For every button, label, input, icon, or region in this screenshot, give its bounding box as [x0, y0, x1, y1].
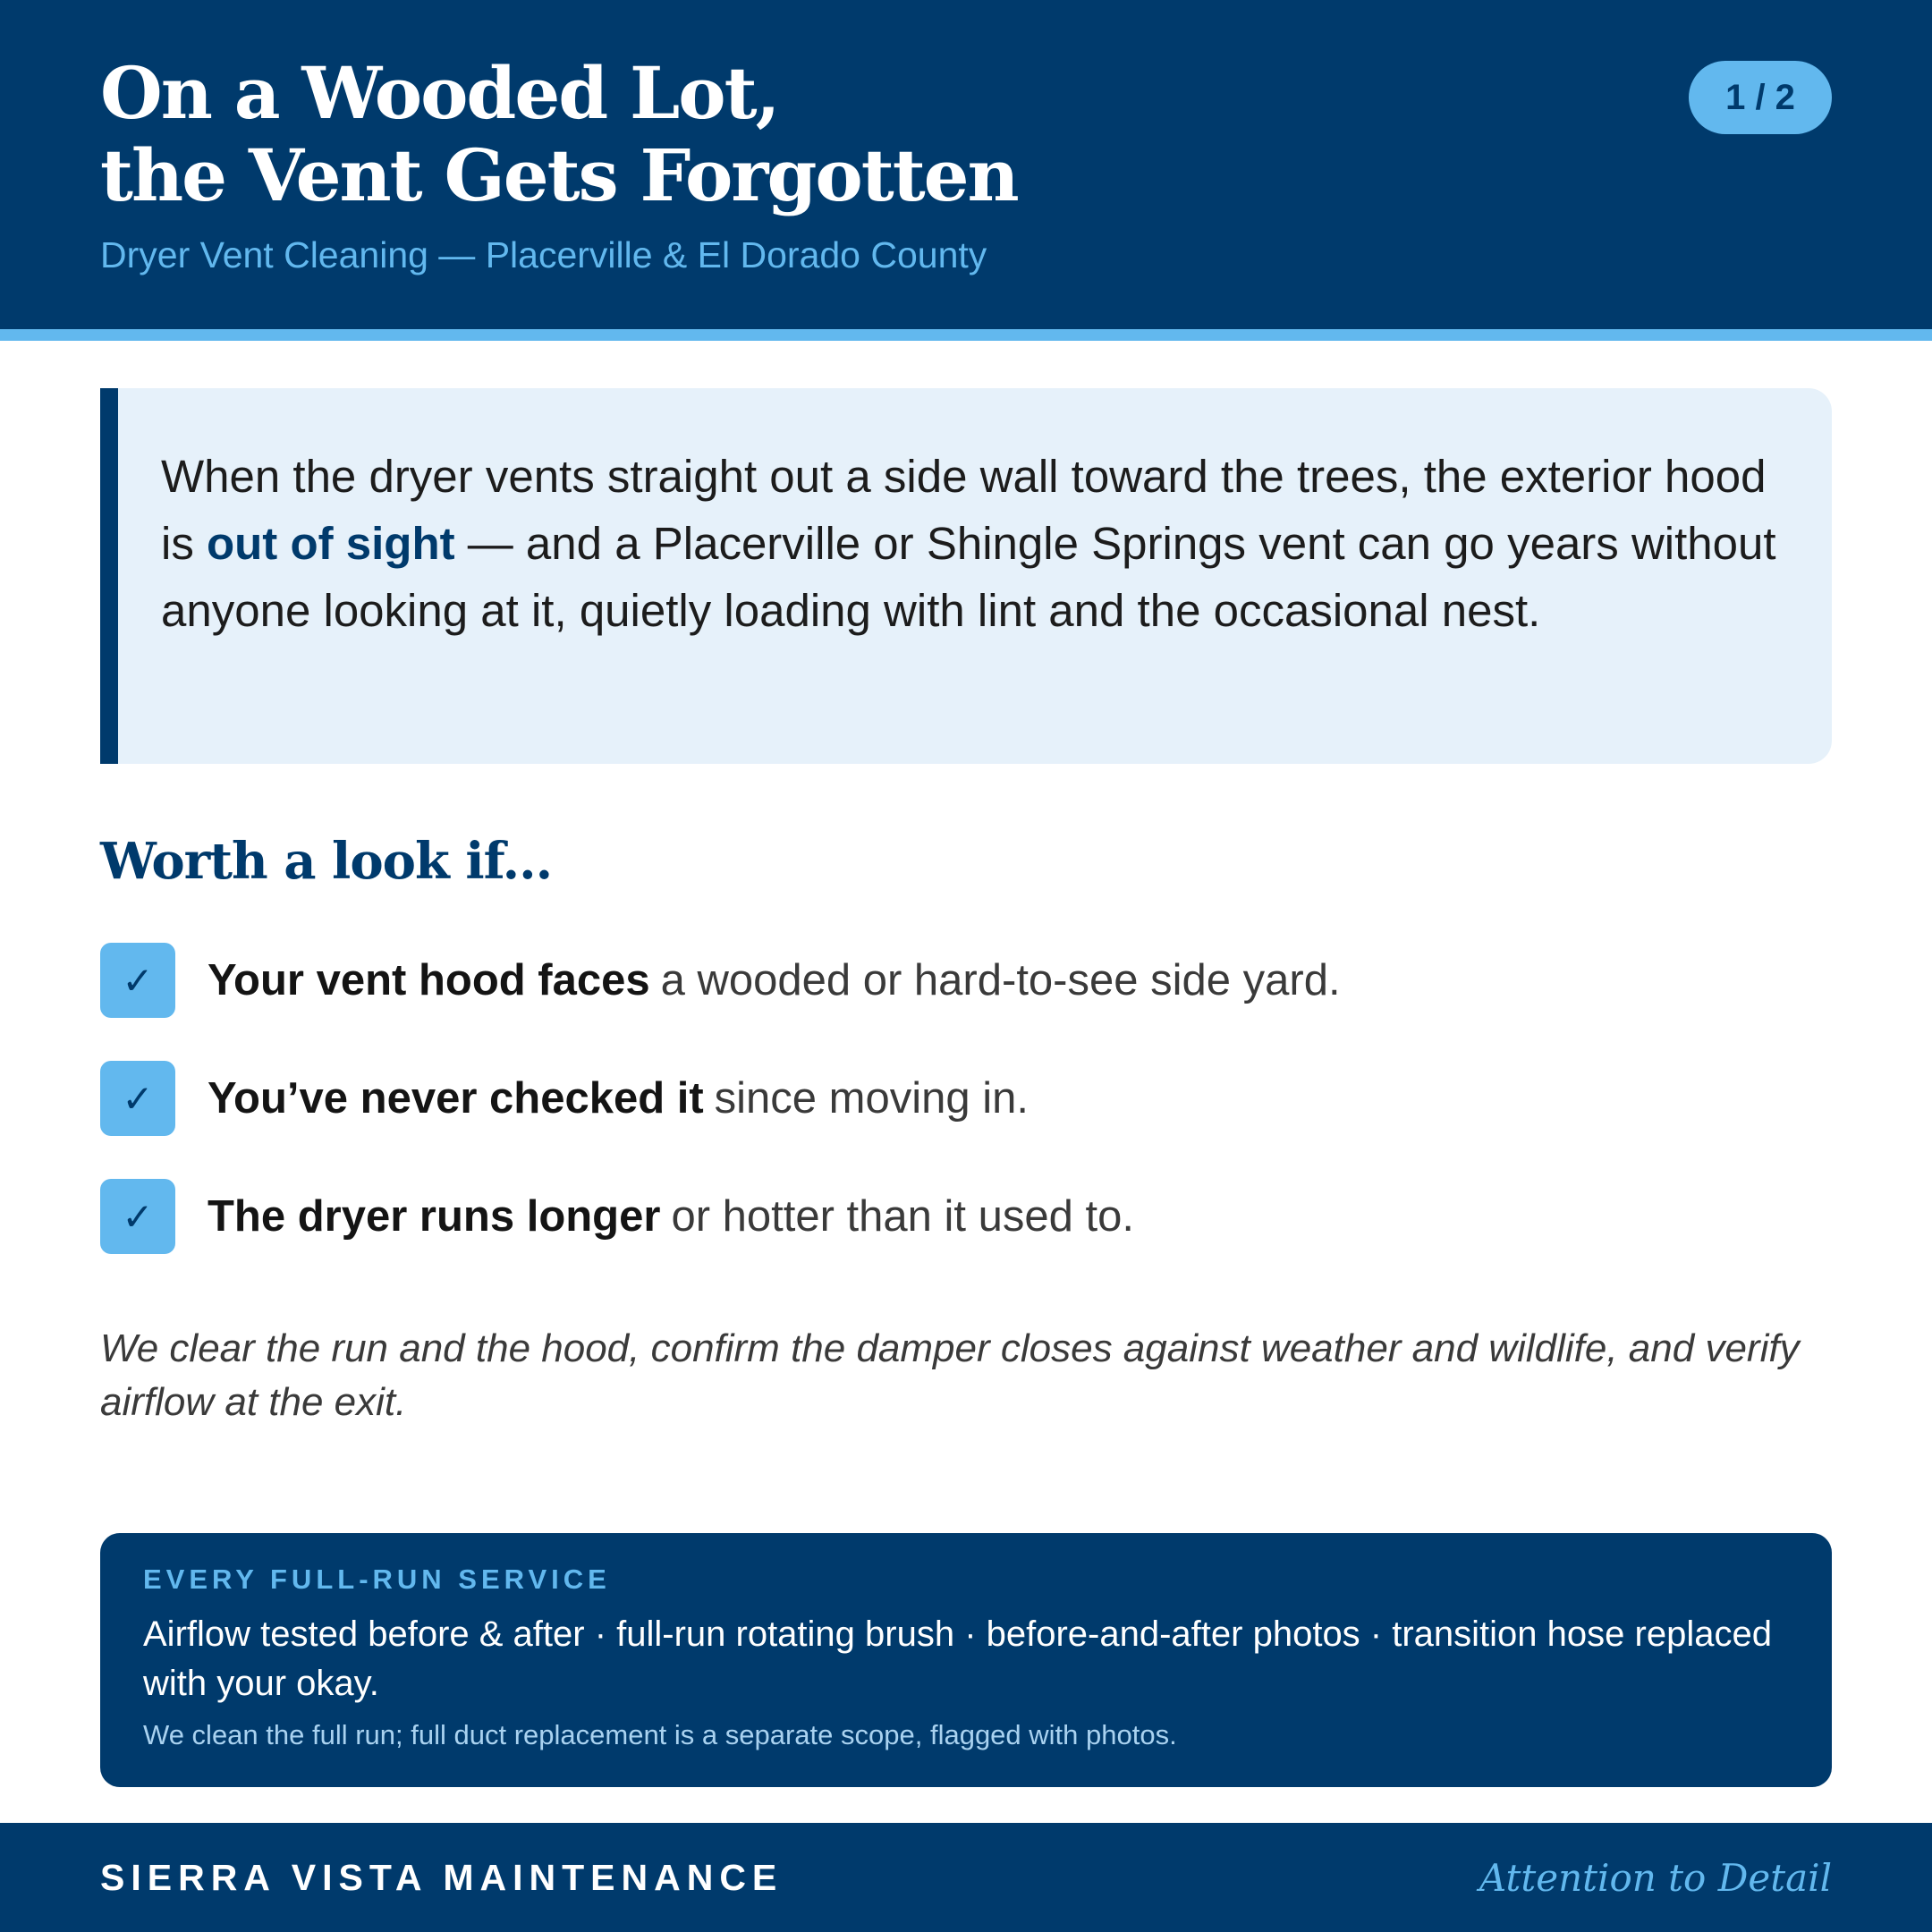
checklist-item: [100, 1179, 1832, 1254]
checkmark-icon: ✓: [100, 943, 175, 1018]
checklist-item-bold: Your vent hood faces: [208, 956, 650, 1004]
checkmark-icon: ✓: [100, 1061, 175, 1136]
title-line-2: the Vent Gets Forgotten: [100, 133, 1018, 217]
intro-text: [161, 443, 1798, 644]
header-accent-stripe: [0, 329, 1932, 341]
service-card-label: EVERY FULL-RUN SERVICE: [143, 1563, 611, 1595]
checklist-item-text: [208, 1061, 1029, 1136]
brand-name: SIERRA VISTA MAINTENANCE: [100, 1856, 784, 1898]
intro-text-after: — and a Placerville or Shingle Springs vent can go years without anyone looking at it, quietly loading with lint and the occasional nest.: [161, 518, 1776, 636]
page-title: [100, 52, 1018, 216]
intro-text-before: When the dryer vents straight out a side wall toward the trees, the exterior hood is: [161, 451, 1767, 569]
checklist-item-bold: You’ve never checked it: [208, 1074, 704, 1123]
service-card-fine-print: We clean the full run; full duct replacement is a separate scope, flagged with photos.: [143, 1719, 1177, 1750]
checklist-item-rest: since moving in.: [714, 1074, 1029, 1123]
checklist-item-rest: or hotter than it used to.: [671, 1192, 1134, 1241]
intro-highlight: out of sight: [207, 518, 455, 569]
service-card: [100, 1533, 1832, 1787]
service-note: We clear the run and the hood, confirm the damper closes against weather and wildlife, and verify airflow at the exit.: [100, 1326, 1800, 1424]
service-card-body: Airflow tested before & after · full-run rotating brush · before-and-after photos · transition hose replaced with your okay.: [143, 1614, 1772, 1703]
footer-bar: [0, 1823, 1932, 1932]
checklist-item: [100, 1061, 1832, 1136]
checklist-item-text: [208, 1179, 1134, 1254]
header-banner: [0, 0, 1932, 329]
page-indicator-badge: 1 / 2: [1689, 61, 1832, 134]
checklist-item-text: [208, 943, 1341, 1018]
checkmark-icon: ✓: [100, 1179, 175, 1254]
checklist-item: [100, 943, 1832, 1018]
subtitle: Dryer Vent Cleaning — Placerville & El Dorado County: [100, 234, 987, 275]
checklist-item-bold: The dryer runs longer: [208, 1192, 661, 1241]
brand-tagline: Attention to Detail: [1479, 1855, 1832, 1900]
checklist-heading: Worth a look if...: [100, 832, 553, 891]
title-line-1: On a Wooded Lot,: [100, 51, 779, 135]
checklist-item-rest: a wooded or hard-to-see side yard.: [660, 956, 1341, 1004]
